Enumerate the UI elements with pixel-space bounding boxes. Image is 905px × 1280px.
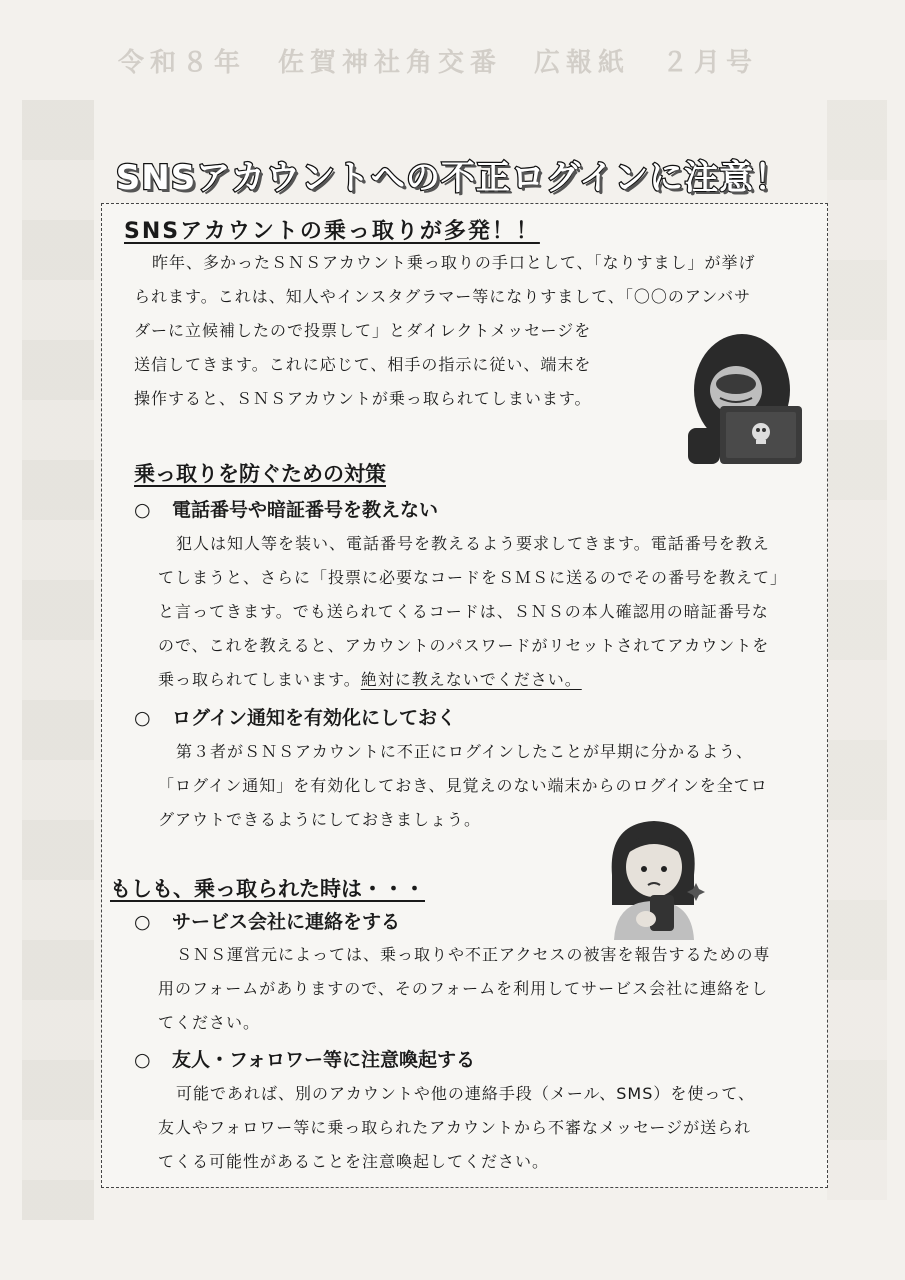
section3-item2-title [134, 1045, 475, 1072]
section2-heading: 乗っ取りを防ぐための対策 [134, 462, 386, 486]
section2-item2-title [134, 703, 456, 730]
section2-item1-text: 犯人は知人等を装い、電話番号を教えるよう要求してきます。電話番号を教え てしまうと、さらに「投票に必要なコードをＳＭＳに送るのでその番号を教えて」 と言ってきます。でも送られてくるコードは、ＳＮＳの本人確認用の暗証番号な ので、これを教えると、アカウントのパスワードがリセットされてアカウントを 乗っ取られてしまいます。 [158, 534, 788, 689]
section2-item1-label: 電話番号や暗証番号を教えない [172, 499, 439, 521]
section2-item2-label: ログイン通知を有効化にしておく [172, 707, 457, 729]
bullet-circle-icon: ○ [134, 911, 151, 933]
page-title: SNSアカウントへの不正ログインに注意！ [115, 158, 790, 198]
section3-item1-label: サービス会社に連絡をする [172, 911, 401, 933]
bullet-circle-icon: ○ [134, 1049, 151, 1071]
phone-user-illustration [598, 815, 708, 940]
background-bleed-right [827, 100, 887, 1200]
section3-heading: もしも、乗っ取られた時は・・・ [110, 877, 425, 901]
hacker-illustration [680, 328, 810, 468]
section2-item2-body: 第３者がＳＮＳアカウントに不正にログインしたことが早期に分かるよう、 「ログイン通知」を有効化しておき、見覚えのない端末からのログインを全てロ グアウトできるようにしておきましょう。 [158, 742, 768, 829]
section2-item1-title [134, 495, 438, 522]
section3-item2-label: 友人・フォロワー等に注意喚起する [172, 1049, 476, 1071]
section2-item1-emphasis: 絶対に教えないでください。 [360, 670, 582, 689]
section3-item2-body: 可能であれば、別のアカウントや他の連絡手段（メール、SMS）を使って、 友人やフォロワー等に乗っ取られたアカウントから不審なメッセージが送られ てくる可能性があることを注意喚起してください。 [158, 1084, 756, 1171]
background-header-text: 令和８年 佐賀神社角交番 広報紙 ２月号 [118, 48, 759, 78]
bullet-circle-icon: ○ [134, 499, 151, 521]
section2-item1-body [158, 527, 826, 697]
section3-item1-title [134, 907, 400, 934]
section1-heading: SNSアカウントの乗っ取りが多発！！ [124, 219, 540, 244]
section1-body: 昨年、多かったＳＮＳアカウント乗っ取りの手口として、「なりすまし」が挙げ られます。これは、知人やインスタグラマー等になりすまして、「〇〇のアンバサ ダーに立候補したので投票して」とダイレクトメッセージを 送信してきます。これに応じて、相手の指示に従い、端末を 操作すると、ＳＮＳアカウントが乗っ取られてしまいます。 [134, 253, 756, 408]
section3-item1-body: ＳＮＳ運営元によっては、乗っ取りや不正アクセスの被害を報告するための専 用のフォームがありますので、そのフォームを利用してサービス会社に連絡をし てください。 [158, 945, 771, 1032]
background-bleed-left [22, 100, 94, 1220]
bullet-circle-icon: ○ [134, 707, 151, 729]
